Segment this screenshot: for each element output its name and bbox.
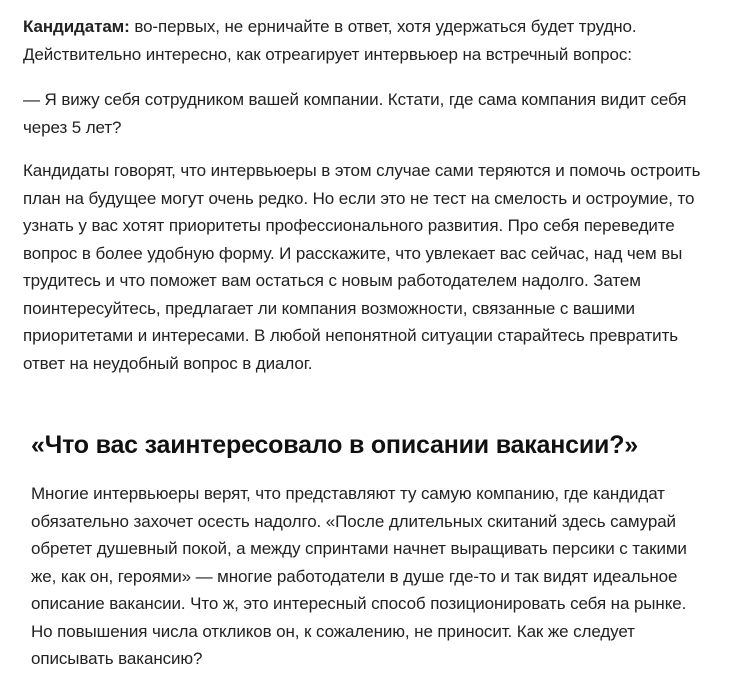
- paragraph-quote-reply: — Я вижу себя сотрудником вашей компании. Кстати, где сама компания видит себя через 5 лет?: [23, 90, 687, 137]
- paragraph-vacancy-description: Многие интервьюеры верят, что представляют ту самую компанию, где кандидат обязательно захочет осесть надолго. «После длительных скитаний здесь самурай обретет душевный покой, а между спринтами начнет выращивать персики с такими же, как он, героями» — многие работодатели в душе где-то и так видят идеальное описание вакансии. Что ж, это интересный способ позиционировать себя на рынке. Но повышения числа откликов он, к сожалению, не приносит. Как же следует описывать вакансию?: [31, 484, 687, 668]
- paragraph-explanation: Кандидаты говорят, что интервьюеры в этом случае сами теряются и помочь остроить план на будущее могут очень редко. Но если это не тест на смелость и остроумие, то узнать у вас хотят приоритеты профессионального развития. Про себя переведите вопрос в более удобную форму. И расскажите, что увлекает вас сейчас, над чем вы трудитесь и что поможет вам остаться с новым работодателем надолго. Затем поинтересуйтесь, предлагает ли компания возможности, связанные с вашими приоритетами и интересами. В любой непонятной ситуации старайтесь превратить ответ на неудобный вопрос в диалог.: [23, 161, 701, 373]
- section-heading: «Что вас заинтересовало в описании вакансии?»: [31, 431, 638, 459]
- paragraph-lead-label: Кандидатам:: [23, 17, 130, 36]
- paragraph-text: во-первых, не ерничайте в ответ, хотя удержаться будет трудно. Действительно интересно, как отреагирует интервьюер на встречный вопрос:: [23, 17, 637, 64]
- paragraph-candidates-advice: [23, 13, 713, 68]
